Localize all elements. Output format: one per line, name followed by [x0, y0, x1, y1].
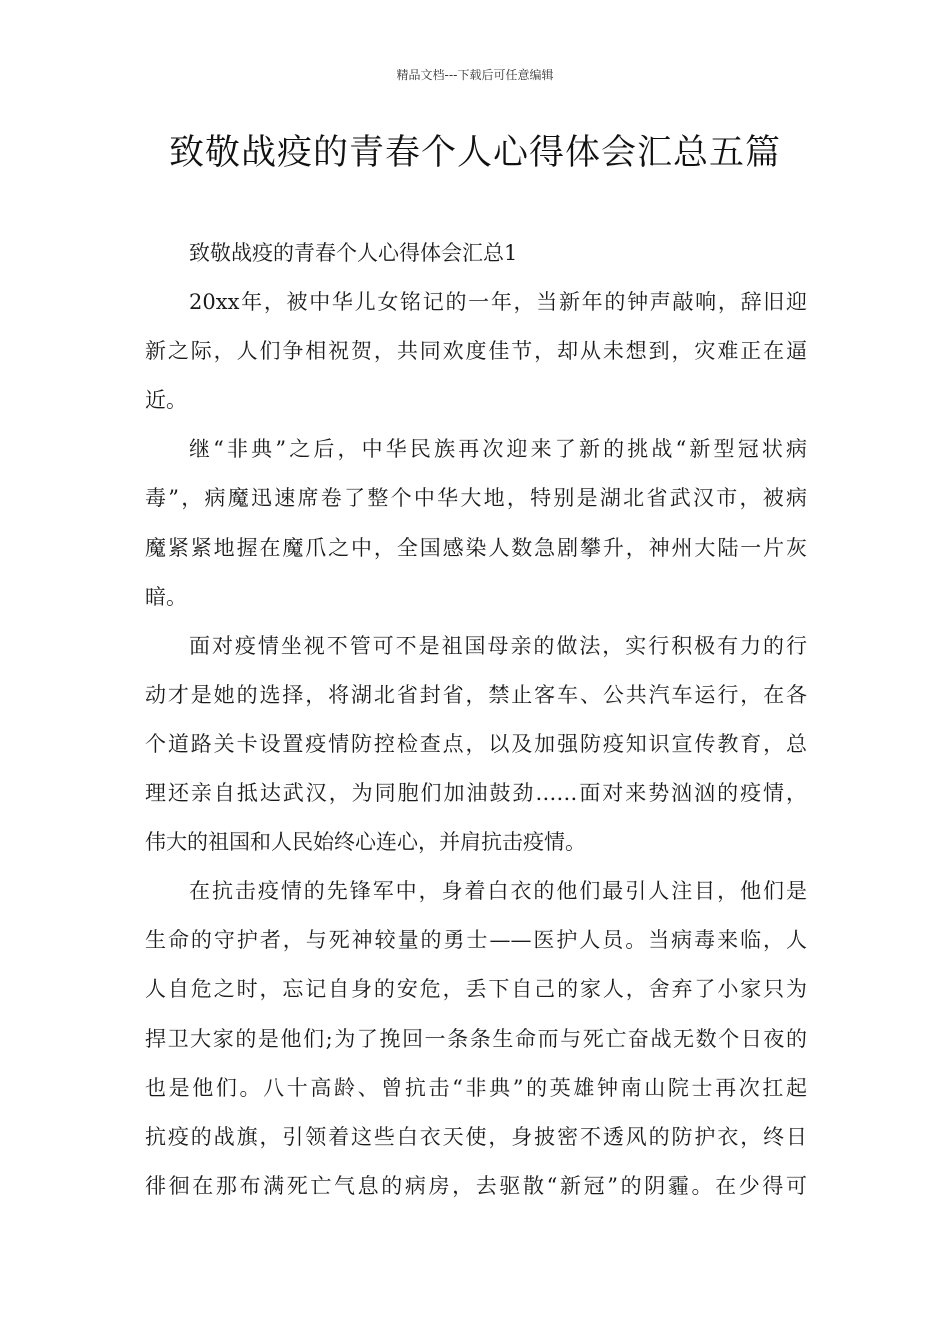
text-line: 毒”，病魔迅速席卷了整个中华大地，特别是湖北省武汉市，被病	[145, 486, 807, 511]
text-line: 面对疫情坐视不管可不是祖国母亲的做法，实行积极有力的行	[189, 633, 807, 658]
text-line: 近。	[145, 388, 187, 413]
text-line: 魔紧紧地握在魔爪之中，全国感染人数急剧攀升，神州大陆一片灰	[145, 535, 807, 560]
text-line: 致敬战疫的青春个人心得体会汇总1	[189, 241, 518, 265]
document-title: 致敬战疫的青春个人心得体会汇总五篇	[168, 133, 781, 173]
text-line: 暗。	[145, 584, 187, 609]
text-line: 伟大的祖国和人民始终心连心，并肩抗击疫情。	[145, 830, 586, 855]
text-line: 抗疫的战旗，引领着这些白衣天使，身披密不透风的防护衣，终日	[145, 1124, 807, 1149]
text-line: 也是他们。八十高龄、曾抗击“非典”的英雄钟南山院士再次扛起	[145, 1075, 807, 1100]
text-line: 理还亲自抵达武汉，为同胞们加油鼓劲……面对来势汹汹的疫情，	[145, 781, 807, 806]
text-line: 20xx年，被中华儿女铭记的一年，当新年的钟声敲响，辞旧迎	[189, 290, 807, 315]
text-line: 动才是她的选择，将湖北省封省，禁止客车、公共汽车运行，在各	[145, 682, 807, 707]
header-note: 精品文档---下载后可任意编辑	[396, 68, 554, 82]
body-text	[145, 229, 807, 1211]
text-line: 个道路关卡设置疫情防控检查点，以及加强防疫知识宣传教育，总	[145, 731, 807, 756]
text-line: 生命的守护者，与死神较量的勇士——医护人员。当病毒来临，人	[145, 928, 807, 953]
text-line: 人自危之时，忘记自身的安危，丢下自己的家人，舍弃了小家只为	[145, 977, 807, 1002]
text-line: 在抗击疫情的先锋军中，身着白衣的他们最引人注目，他们是	[189, 879, 807, 904]
text-line: 捍卫大家的是他们;为了挽回一条条生命而与死亡奋战无数个日夜的	[145, 1026, 807, 1051]
text-line: 徘徊在那布满死亡气息的病房，去驱散“新冠”的阴霾。在少得可	[145, 1173, 807, 1198]
text-line: 新之际，人们争相祝贺，共同欢度佳节，却从未想到，灾难正在逼	[145, 339, 807, 364]
text-line: 继“非典”之后，中华民族再次迎来了新的挑战“新型冠状病	[189, 437, 807, 462]
